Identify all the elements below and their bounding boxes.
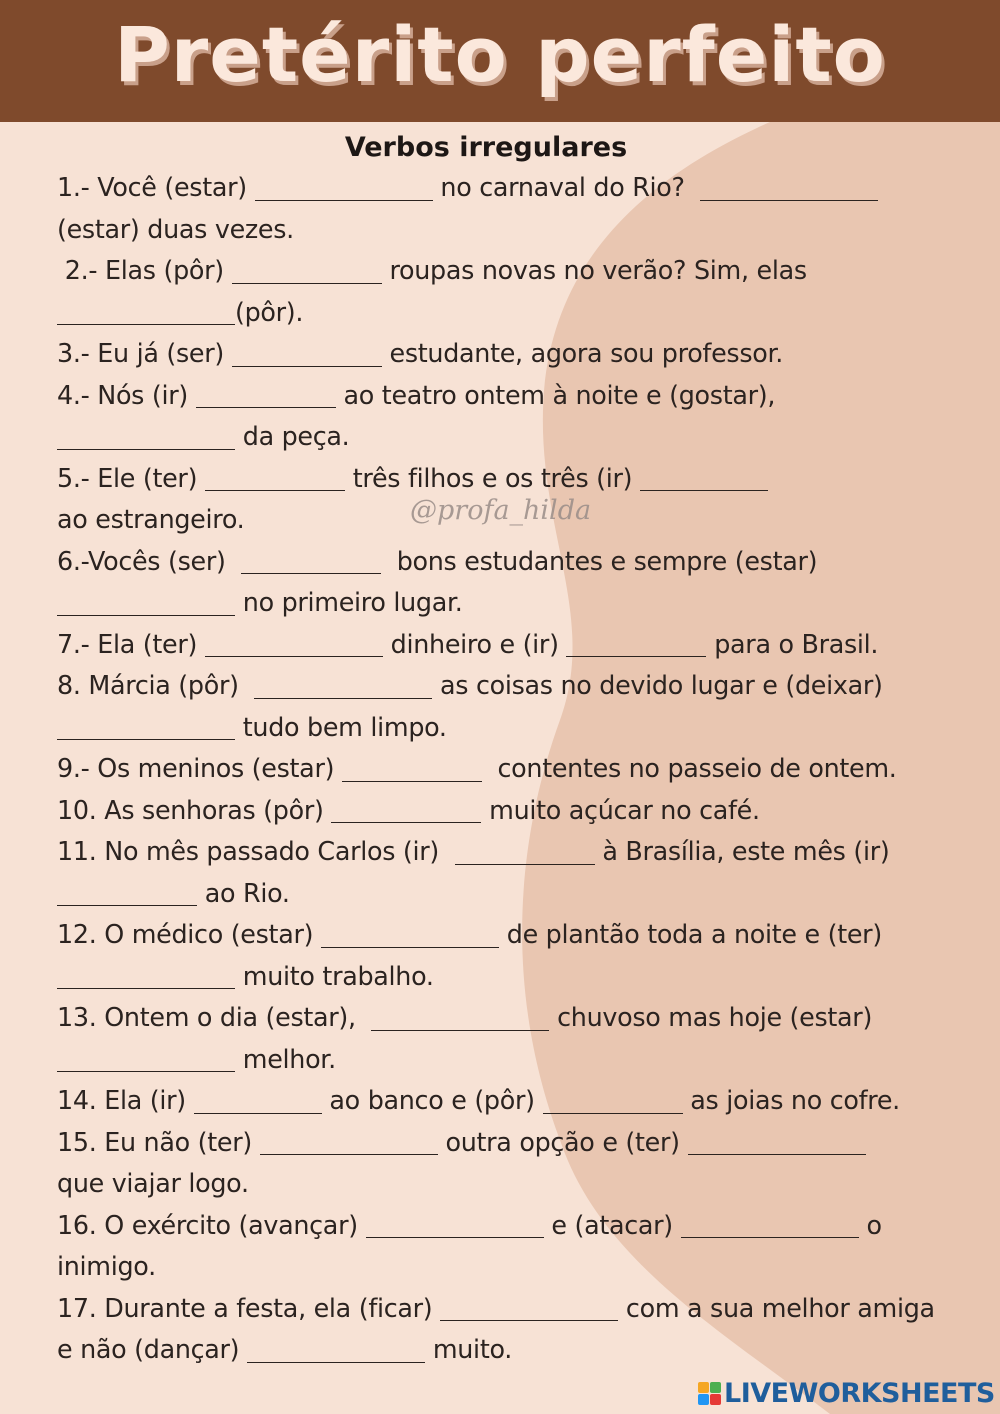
answer-blank[interactable] [194, 1086, 322, 1114]
liveworksheets-logo [698, 1378, 995, 1409]
exercise-text: (estar) duas vezes. [57, 213, 294, 244]
exercise-line [57, 1122, 972, 1164]
exercise-line [57, 1080, 972, 1122]
answer-blank[interactable] [321, 920, 499, 948]
exercise-text: tudo bem limpo. [235, 711, 447, 742]
exercise-text: as joias no cofre. [682, 1085, 900, 1115]
exercise-text: muito açúcar no café. [481, 794, 760, 825]
exercise-text: (pôr). [235, 296, 304, 327]
exercise-text: 13. Ontem o dia (estar), [57, 1002, 372, 1032]
exercise-text: roupas novas no verão? Sim, elas [381, 255, 807, 285]
exercise-text: 15. Eu não (ter) [57, 1126, 260, 1157]
exercise-text: muito trabalho. [235, 960, 434, 991]
exercise-text: 1.- Você (estar) [57, 172, 255, 202]
exercise-line [57, 1205, 972, 1247]
exercise-line [57, 250, 972, 292]
exercise-line [57, 956, 972, 998]
exercise-text: o [858, 1209, 882, 1240]
exercise-text: ao Rio. [197, 877, 290, 908]
exercise-text: e (atacar) [543, 1209, 681, 1240]
exercise-line [57, 790, 972, 832]
exercise-text: muito. [425, 1334, 513, 1364]
answer-blank[interactable] [260, 1127, 438, 1155]
exercise-text: de plantão toda a noite e (ter) [498, 919, 882, 949]
answer-blank[interactable] [57, 712, 235, 740]
exercise-line [57, 624, 972, 666]
exercise-text: 7.- Ela (ter) [57, 628, 205, 659]
logo-badge-icon [698, 1382, 721, 1405]
answer-blank[interactable] [700, 173, 878, 201]
header-banner [0, 0, 1000, 122]
exercise-line [57, 997, 972, 1039]
exercise-line [57, 582, 972, 624]
exercise-text: ao banco e (pôr) [321, 1085, 543, 1115]
exercise-text: da peça. [235, 421, 350, 451]
exercise-text: 2.- Elas (pôr) [57, 255, 232, 285]
page-subtitle: Verbos irregulares [344, 132, 628, 163]
exercise-line [57, 209, 972, 251]
exercise-text: com a sua melhor amiga [618, 1292, 935, 1323]
answer-blank[interactable] [688, 1127, 866, 1155]
exercise-text: e não (dançar) [57, 1334, 248, 1364]
exercise-text: 9.- Os meninos (estar) [57, 753, 342, 783]
answer-blank[interactable] [205, 463, 345, 491]
answer-blank[interactable] [232, 339, 382, 367]
answer-blank[interactable] [255, 173, 433, 201]
exercise-text: as coisas no devido lugar e (deixar) [432, 670, 883, 700]
exercise-line [57, 748, 972, 790]
exercise-line [57, 831, 972, 873]
exercise-text: dinheiro e (ir) [382, 628, 567, 659]
exercise-line [57, 541, 972, 583]
answer-blank[interactable] [57, 1044, 235, 1072]
answer-blank[interactable] [681, 1210, 859, 1238]
exercise-text: 4.- Nós (ir) [57, 379, 196, 410]
exercise-text: no carnaval do Rio? [432, 172, 701, 202]
exercise-text: contentes no passeio de ontem. [481, 753, 897, 783]
answer-blank[interactable] [366, 1210, 544, 1238]
exercise-text: no primeiro lugar. [235, 587, 463, 617]
exercise-line [57, 914, 972, 956]
exercise-text: 14. Ela (ir) [57, 1085, 194, 1115]
exercise-text: bons estudantes e sempre (estar) [381, 545, 818, 576]
logo-badge-cell [710, 1394, 721, 1405]
exercise-text: 10. As senhoras (pôr) [57, 794, 332, 825]
answer-blank[interactable] [57, 588, 235, 616]
exercise-text: 17. Durante a festa, ela (ficar) [57, 1292, 441, 1323]
exercise-line [57, 873, 972, 915]
exercise-line [57, 1329, 972, 1371]
answer-blank[interactable] [57, 961, 235, 989]
exercise-line [57, 707, 972, 749]
answer-blank[interactable] [254, 671, 432, 699]
exercise-line [57, 1163, 972, 1205]
exercise-text: ao estrangeiro. [57, 504, 245, 534]
answer-blank[interactable] [205, 629, 383, 657]
exercise-line [57, 458, 972, 500]
answer-blank[interactable] [241, 546, 381, 574]
exercise-line [57, 292, 972, 334]
answer-blank[interactable] [455, 837, 595, 865]
author-watermark: @profa_hilda [410, 495, 592, 526]
exercise-text: para o Brasil. [706, 628, 879, 659]
exercise-text: 3.- Eu já (ser) [57, 338, 232, 368]
exercise-line [57, 1288, 972, 1330]
exercise-text: 6.-Vocês (ser) [57, 545, 242, 576]
exercise-line [57, 333, 972, 375]
exercise-text: estudante, agora sou professor. [381, 338, 784, 368]
exercise-text: 8. Márcia (pôr) [57, 670, 255, 700]
page-title: Pretérito perfeito [114, 10, 886, 99]
answer-blank[interactable] [232, 256, 382, 284]
exercise-line [57, 375, 972, 417]
answer-blank[interactable] [440, 1293, 618, 1321]
answer-blank[interactable] [57, 422, 235, 450]
answer-blank[interactable] [247, 1335, 425, 1363]
exercise-line [57, 1246, 972, 1288]
logo-text: LIVEWORKSHEETS [724, 1378, 995, 1409]
answer-blank[interactable] [566, 629, 706, 657]
exercise-text: chuvoso mas hoje (estar) [549, 1002, 873, 1032]
exercise-text: à Brasília, este mês (ir) [594, 836, 890, 866]
answer-blank[interactable] [543, 1086, 683, 1114]
exercise-line [57, 665, 972, 707]
answer-blank[interactable] [640, 463, 768, 491]
exercise-line [57, 167, 972, 209]
logo-badge-cell [698, 1382, 709, 1393]
exercise-text: outra opção e (ter) [437, 1126, 688, 1157]
exercise-text: inimigo. [57, 1251, 156, 1281]
answer-blank[interactable] [196, 380, 336, 408]
exercise-text: 11. No mês passado Carlos (ir) [57, 836, 455, 866]
answer-blank[interactable] [371, 1003, 549, 1031]
logo-badge-cell [710, 1382, 721, 1393]
exercise-text: três filhos e os três (ir) [344, 462, 641, 493]
exercise-text: melhor. [235, 1043, 336, 1074]
answer-blank[interactable] [331, 795, 481, 823]
exercise-text: que viajar logo. [57, 1168, 249, 1198]
answer-blank[interactable] [57, 878, 197, 906]
exercise-text: ao teatro ontem à noite e (gostar), [335, 379, 776, 410]
exercise-text: 5.- Ele (ter) [57, 462, 205, 493]
exercise-text: 16. O exército (avançar) [57, 1209, 366, 1240]
answer-blank[interactable] [57, 297, 235, 325]
exercise-text: 12. O médico (estar) [57, 919, 321, 949]
exercise-line [57, 1039, 972, 1081]
logo-badge-cell [698, 1394, 709, 1405]
answer-blank[interactable] [342, 754, 482, 782]
exercise-line [57, 416, 972, 458]
exercise-list [57, 167, 972, 1371]
